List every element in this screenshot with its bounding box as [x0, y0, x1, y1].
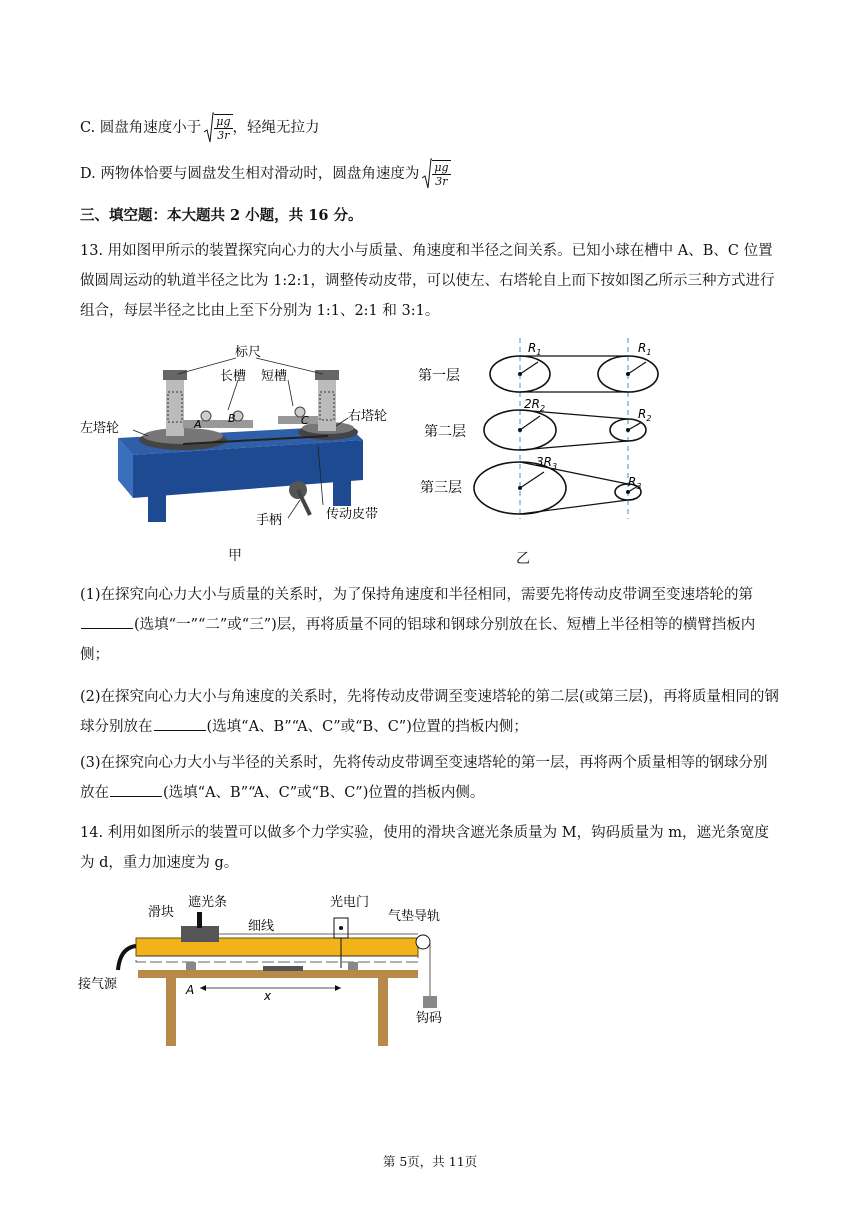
sqrt-expression: $\frac{\mu g}{3r}$	[204, 112, 232, 144]
label-r2-right-sub: 2	[646, 414, 652, 423]
label-r2-left-sub: 2	[539, 404, 546, 413]
svg-text:R2	[638, 407, 651, 423]
label-layer1: 第一层	[418, 368, 460, 384]
q13-sub1: (1)在探究向心力大小与质量的关系时，为了保持角速度和半径相同，需要先将传动皮带调至变速塔轮的第(选填“一”“二”或“三”)层，再将质量不同的铝球和钢球分别放在长、短槽上半径相等的横臂挡板内侧；	[80, 587, 756, 663]
answer-blank-2[interactable]	[154, 716, 206, 731]
caption-yi: 乙	[516, 551, 530, 567]
label-jieqi: 接气源	[78, 977, 118, 992]
q13-sub2: (2)在探究向心力大小与角速度的关系时，先将传动皮带调至变速塔轮的第二层(或第三层)，再将质量相同的钢球分别放在 (选填“A、B”“A、C”或“B、C”)位置的挡板内侧；	[80, 689, 779, 735]
label-layer3: 第三层	[420, 480, 462, 496]
label-r3-left: 3R	[536, 455, 552, 469]
figure-jia	[78, 340, 398, 540]
label-zheguang: 遮光条	[188, 895, 228, 910]
label-biaochi: 标尺	[235, 345, 262, 360]
label-r3-right-sub: 3	[636, 482, 642, 491]
label-r1-right-sub: 1	[646, 348, 652, 357]
label-C: C	[301, 414, 309, 427]
answer-blank-1[interactable]	[81, 614, 133, 629]
label-pidai: 传动皮带	[326, 507, 379, 522]
label-A: A	[186, 983, 195, 997]
label-r2-right: R	[638, 407, 647, 421]
label-r1-left: R	[528, 341, 537, 355]
label-r3-right: R	[628, 475, 637, 489]
label-daogui: 气垫导轨	[388, 909, 441, 924]
label-B: B	[228, 412, 236, 425]
page-footer: 第 5页，共 11页	[382, 1154, 478, 1169]
label-huakuai: 滑块	[148, 905, 175, 920]
label-xixian: 细线	[248, 919, 275, 934]
label-layer2: 第二层	[424, 424, 466, 440]
label-r1-left-sub: 1	[536, 348, 542, 357]
question-13-stem: 13. 用如图甲所示的装置探究向心力的大小与质量、角速度和半径之间关系。已知小球在槽中 A、B、C 位置做圆周运动的轨道半径之比为 1:2:1，调整传动皮带，可以使左、右塔轮自上而下按如图乙所示三种方式进行组合，每层半径之比由上至下分别为 1:1、2:1 和 3:1。	[80, 243, 775, 319]
label-A: A	[194, 418, 202, 431]
svg-text:R3	[628, 475, 641, 491]
figure-yi	[416, 336, 686, 521]
answer-blank-3[interactable]	[110, 782, 162, 797]
label-shoubing: 手柄	[256, 513, 283, 528]
q13-sub3: (3)在探究向心力大小与半径的关系时，先将传动皮带调至变速塔轮的第一层，再将两个质量相等的钢球分别放在 (选填“A、B”“A、C”或“B、C”)位置的挡板内侧。	[80, 755, 768, 801]
figure-q14	[78, 888, 458, 1053]
label-r1-right: R	[638, 341, 647, 355]
label-x: x	[264, 989, 272, 1003]
label-r3-left-sub: 3	[551, 462, 558, 471]
caption-jia: 甲	[228, 548, 242, 564]
option-d: D. 两物体恰要与圆盘发生相对滑动时，圆盘角速度为 $\frac{\mu g}{3r}$	[80, 158, 451, 190]
label-changcao: 长槽	[220, 369, 247, 384]
label-youta: 右塔轮	[348, 409, 388, 424]
svg-text:3R3	[536, 455, 557, 471]
label-gouma: 钩码	[416, 1011, 443, 1026]
section-heading: 三、填空题：本大题共 2 小题，共 16 分。	[80, 207, 363, 224]
svg-text:R1	[528, 341, 541, 357]
svg-text:2R2	[524, 397, 545, 413]
label-duancao: 短槽	[261, 369, 288, 384]
label-zuota: 左塔轮	[80, 421, 120, 436]
label-r2-left: 2R	[524, 397, 540, 411]
question-14-stem: 14. 利用如图所示的装置可以做多个力学实验，使用的滑块含遮光条质量为 M，钩码质量为 m，遮光条宽度为 d，重力加速度为 g。	[80, 825, 769, 871]
svg-text:R1	[638, 341, 651, 357]
sqrt-expression: $\frac{\mu g}{3r}$	[422, 158, 450, 190]
option-c: C. 圆盘角速度小于 $\frac{\mu g}{3r}$ ，轻绳无拉力	[80, 112, 320, 144]
label-guangdian: 光电门	[330, 895, 370, 910]
